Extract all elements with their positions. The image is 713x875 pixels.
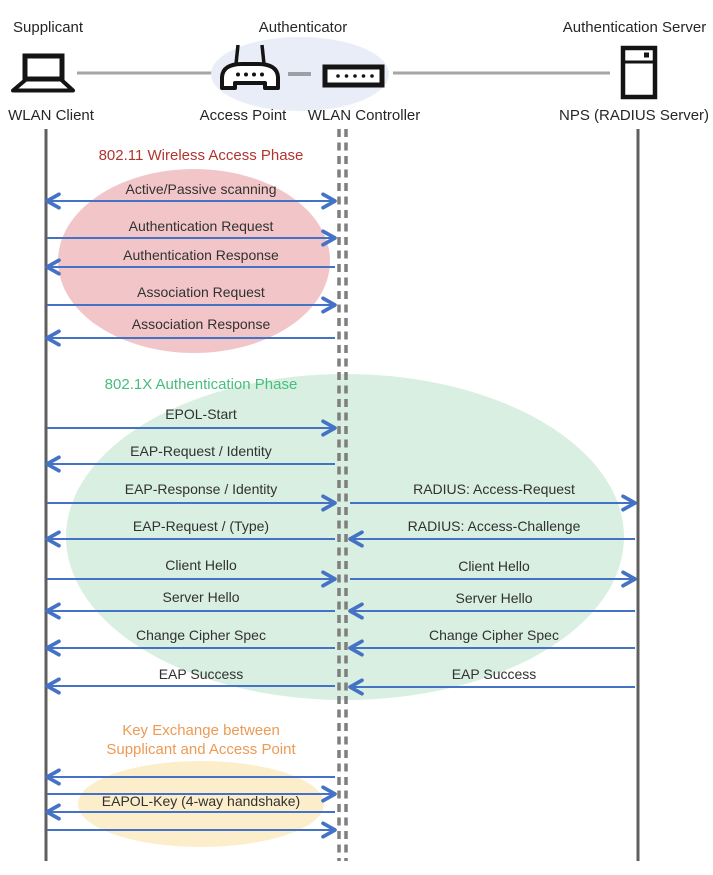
device-label-wlan-controller: WLAN Controller: [307, 107, 421, 124]
message-label: Authentication Response: [123, 247, 279, 263]
device-label-nps-radius-server: NPS (RADIUS Server): [559, 107, 710, 124]
message-label: Authentication Request: [128, 218, 274, 234]
message-label: Server Hello: [162, 589, 240, 605]
phase-title-key-exchange-line2: Supplicant and Access Point: [106, 741, 296, 758]
message-label: EAP Success: [158, 666, 244, 682]
message-label: Client Hello: [165, 557, 237, 573]
wlan-controller-icon: [325, 67, 382, 85]
message-label: EAP-Request / (Type): [132, 518, 270, 534]
role-label-authenticator: Authenticator: [258, 19, 348, 36]
message-label: Change Cipher Spec: [136, 627, 266, 643]
device-label-access-point: Access Point: [199, 107, 287, 124]
message-label: EAPOL-Key (4-way handshake): [101, 793, 301, 809]
phase-title-key-exchange: [76, 721, 326, 759]
laptop-icon: [13, 56, 73, 91]
message-label: Association Response: [131, 316, 271, 332]
message-label: EPOL-Start: [165, 406, 237, 422]
message-label: RADIUS: Access-Challenge: [407, 518, 581, 534]
message-label: Client Hello: [458, 558, 530, 574]
message-label: Server Hello: [455, 590, 533, 606]
message-label: EAP-Response / Identity: [124, 481, 278, 497]
role-label-authentication-server: Authentication Server: [562, 19, 707, 36]
phase-title-80211: 802.11 Wireless Access Phase: [98, 147, 304, 164]
phase-title-key-exchange-line1: Key Exchange between: [122, 722, 280, 739]
phase-title-8021x: 802.1X Authentication Phase: [104, 376, 298, 393]
message-label: EAP-Request / Identity: [130, 443, 272, 459]
message-label: Active/Passive scanning: [125, 181, 277, 197]
message-label: Association Request: [137, 284, 265, 300]
message-label: EAP Success: [451, 666, 537, 682]
role-label-supplicant: Supplicant: [13, 19, 84, 36]
message-label: RADIUS: Access-Request: [413, 481, 575, 497]
message-label: Change Cipher Spec: [429, 627, 559, 643]
server-icon: [623, 48, 655, 97]
device-label-wlan-client: WLAN Client: [8, 107, 94, 124]
